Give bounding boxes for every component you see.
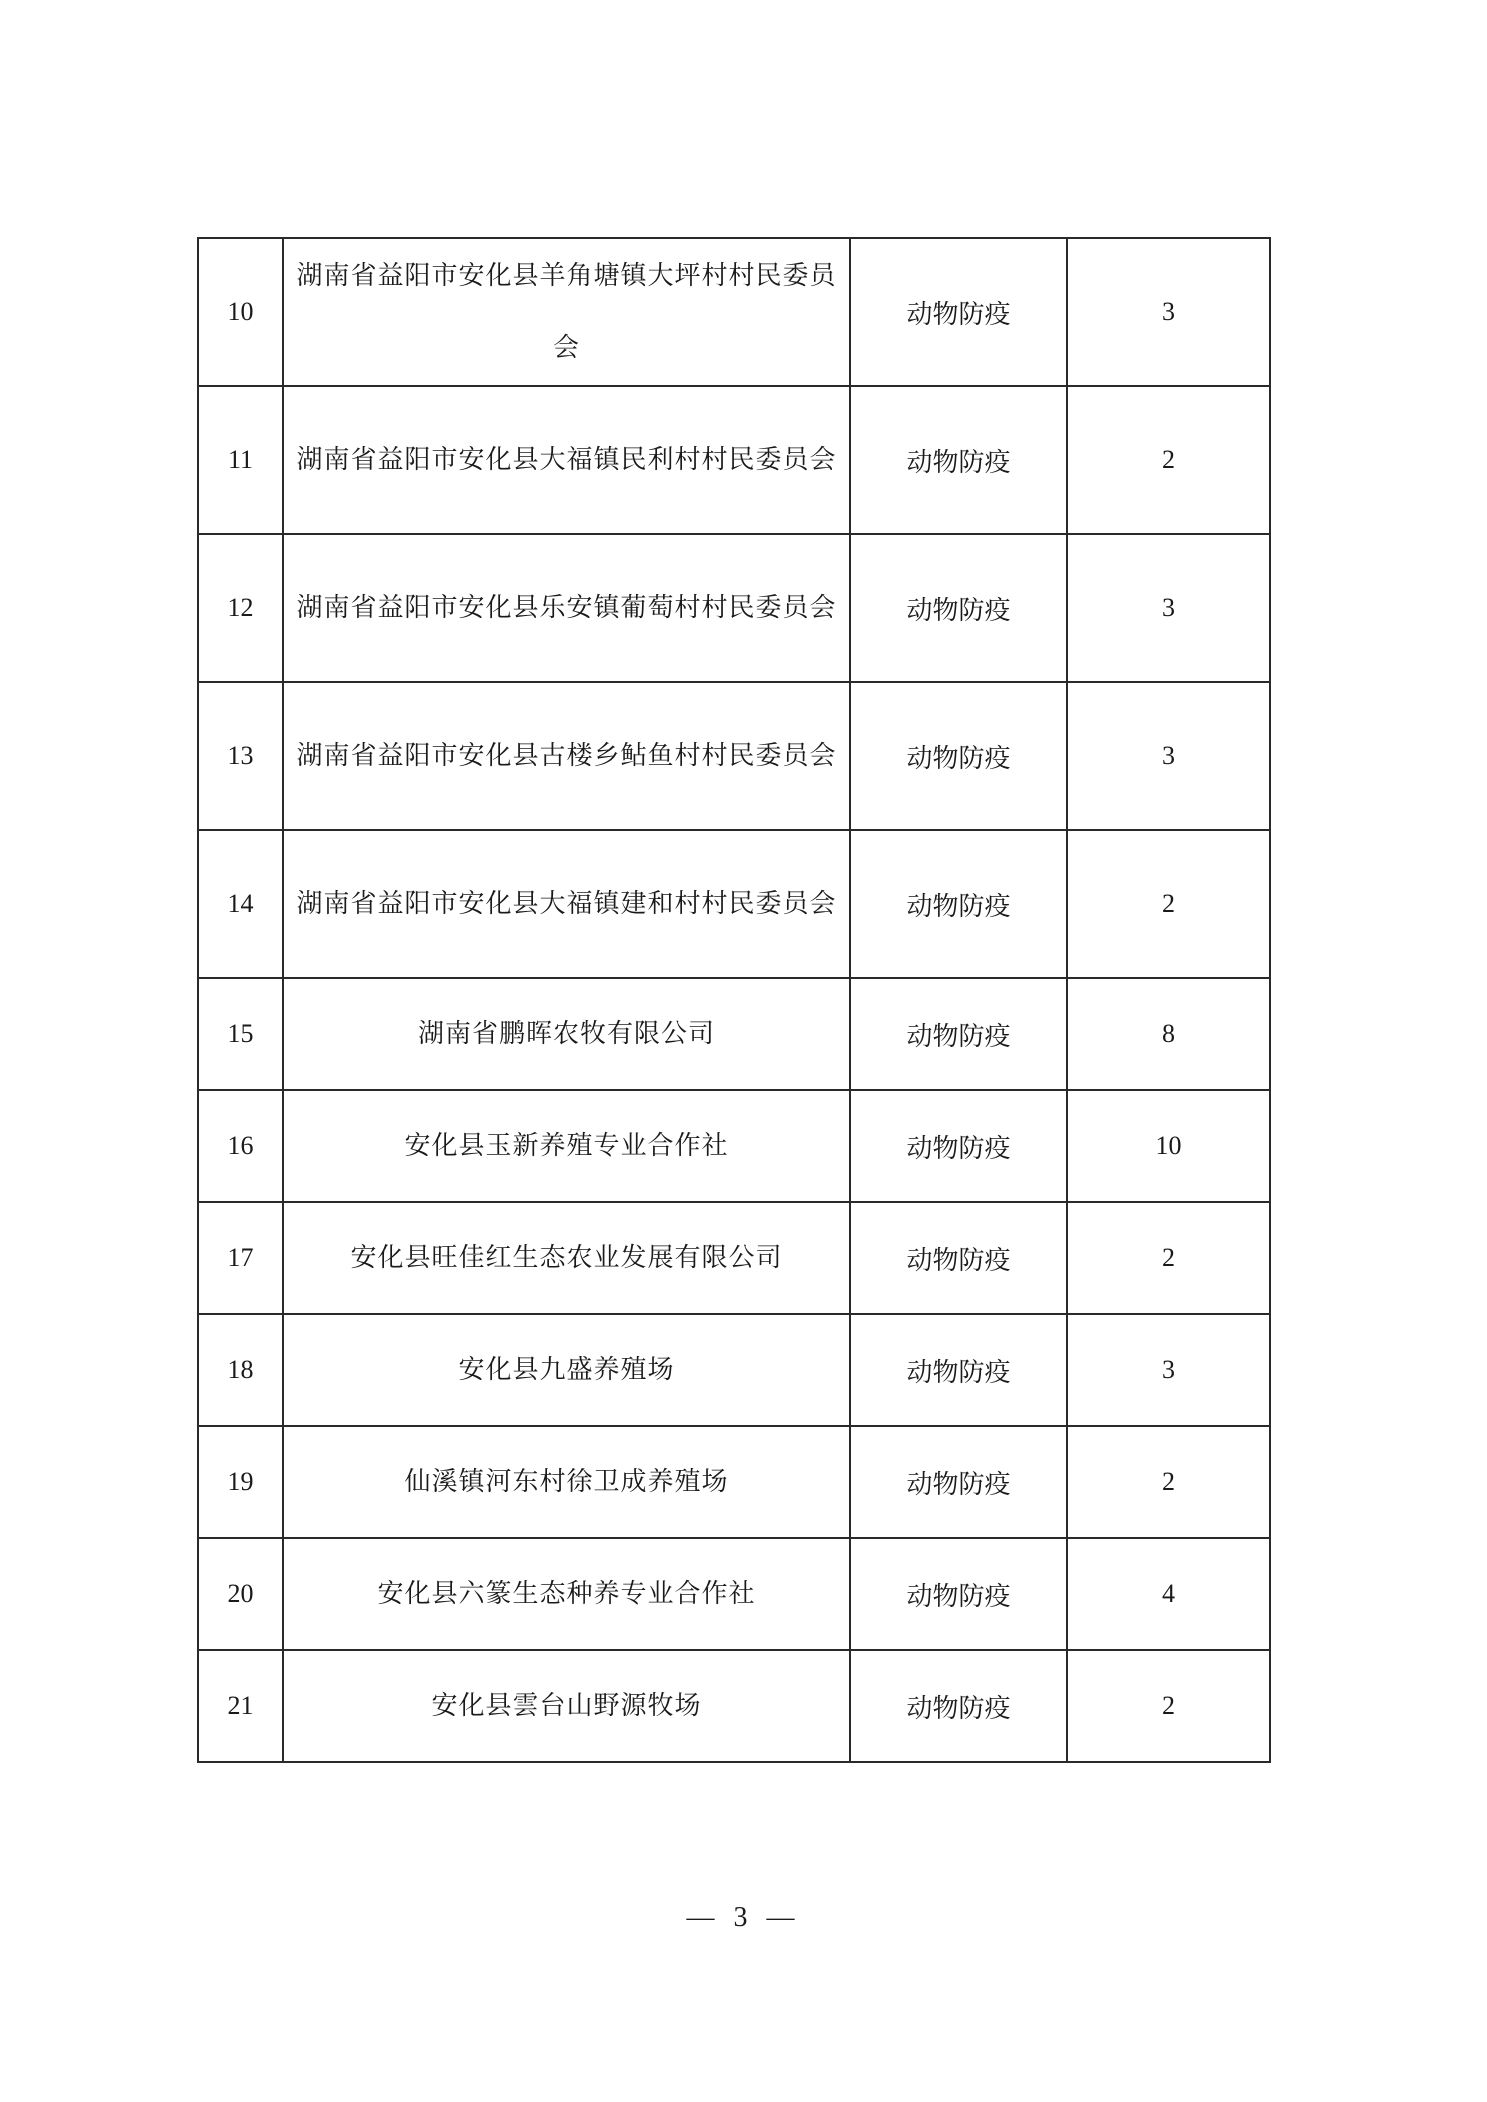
- unit-name-cell: 湖南省益阳市安化县大福镇民利村村民委员会: [283, 386, 850, 534]
- unit-name-cell: 安化县玉新养殖专业合作社: [283, 1090, 850, 1202]
- row-number-cell: 18: [198, 1314, 283, 1426]
- row-number-cell: 11: [198, 386, 283, 534]
- row-number-cell: 12: [198, 534, 283, 682]
- table-row: [198, 1090, 1270, 1202]
- table-row: [198, 1314, 1270, 1426]
- table-body: [198, 238, 1270, 1762]
- count-cell: 10: [1067, 1090, 1270, 1202]
- category-cell: 动物防疫: [850, 534, 1067, 682]
- count-cell: 4: [1067, 1538, 1270, 1650]
- page-number: — 3 —: [686, 1902, 801, 1933]
- table-row: [198, 682, 1270, 830]
- unit-name-cell: 湖南省益阳市安化县羊角塘镇大坪村村民委员会: [283, 238, 850, 386]
- count-cell: 3: [1067, 1314, 1270, 1426]
- count-cell: 3: [1067, 238, 1270, 386]
- category-cell: 动物防疫: [850, 1538, 1067, 1650]
- table-row: [198, 830, 1270, 978]
- data-table: [197, 237, 1271, 1763]
- row-number-cell: 15: [198, 978, 283, 1090]
- category-cell: 动物防疫: [850, 1314, 1067, 1426]
- unit-name-cell: 仙溪镇河东村徐卫成养殖场: [283, 1426, 850, 1538]
- category-cell: 动物防疫: [850, 386, 1067, 534]
- table-row: [198, 978, 1270, 1090]
- unit-name-cell: 安化县旺佳红生态农业发展有限公司: [283, 1202, 850, 1314]
- category-cell: 动物防疫: [850, 682, 1067, 830]
- table-row: [198, 534, 1270, 682]
- row-number-cell: 17: [198, 1202, 283, 1314]
- row-number-cell: 13: [198, 682, 283, 830]
- table-row: [198, 238, 1270, 386]
- table-row: [198, 1426, 1270, 1538]
- category-cell: 动物防疫: [850, 1426, 1067, 1538]
- table-row: [198, 386, 1270, 534]
- count-cell: 2: [1067, 386, 1270, 534]
- unit-name-cell: 湖南省益阳市安化县乐安镇葡萄村村民委员会: [283, 534, 850, 682]
- count-cell: 2: [1067, 1426, 1270, 1538]
- category-cell: 动物防疫: [850, 978, 1067, 1090]
- unit-name-cell: 湖南省益阳市安化县大福镇建和村村民委员会: [283, 830, 850, 978]
- table-row: [198, 1202, 1270, 1314]
- row-number-cell: 14: [198, 830, 283, 978]
- unit-name-cell: 安化县九盛养殖场: [283, 1314, 850, 1426]
- category-cell: 动物防疫: [850, 1202, 1067, 1314]
- count-cell: 2: [1067, 830, 1270, 978]
- row-number-cell: 20: [198, 1538, 283, 1650]
- unit-name-cell: 安化县六篆生态种养专业合作社: [283, 1538, 850, 1650]
- category-cell: 动物防疫: [850, 238, 1067, 386]
- count-cell: 2: [1067, 1202, 1270, 1314]
- row-number-cell: 10: [198, 238, 283, 386]
- table-row: [198, 1538, 1270, 1650]
- row-number-cell: 16: [198, 1090, 283, 1202]
- row-number-cell: 19: [198, 1426, 283, 1538]
- count-cell: 2: [1067, 1650, 1270, 1762]
- table-row: [198, 1650, 1270, 1762]
- category-cell: 动物防疫: [850, 1090, 1067, 1202]
- category-cell: 动物防疫: [850, 1650, 1067, 1762]
- unit-name-cell: 湖南省益阳市安化县古楼乡鲇鱼村村民委员会: [283, 682, 850, 830]
- unit-name-cell: 湖南省鹏晖农牧有限公司: [283, 978, 850, 1090]
- row-number-cell: 21: [198, 1650, 283, 1762]
- category-cell: 动物防疫: [850, 830, 1067, 978]
- count-cell: 3: [1067, 534, 1270, 682]
- unit-name-cell: 安化县雲台山野源牧场: [283, 1650, 850, 1762]
- count-cell: 3: [1067, 682, 1270, 830]
- count-cell: 8: [1067, 978, 1270, 1090]
